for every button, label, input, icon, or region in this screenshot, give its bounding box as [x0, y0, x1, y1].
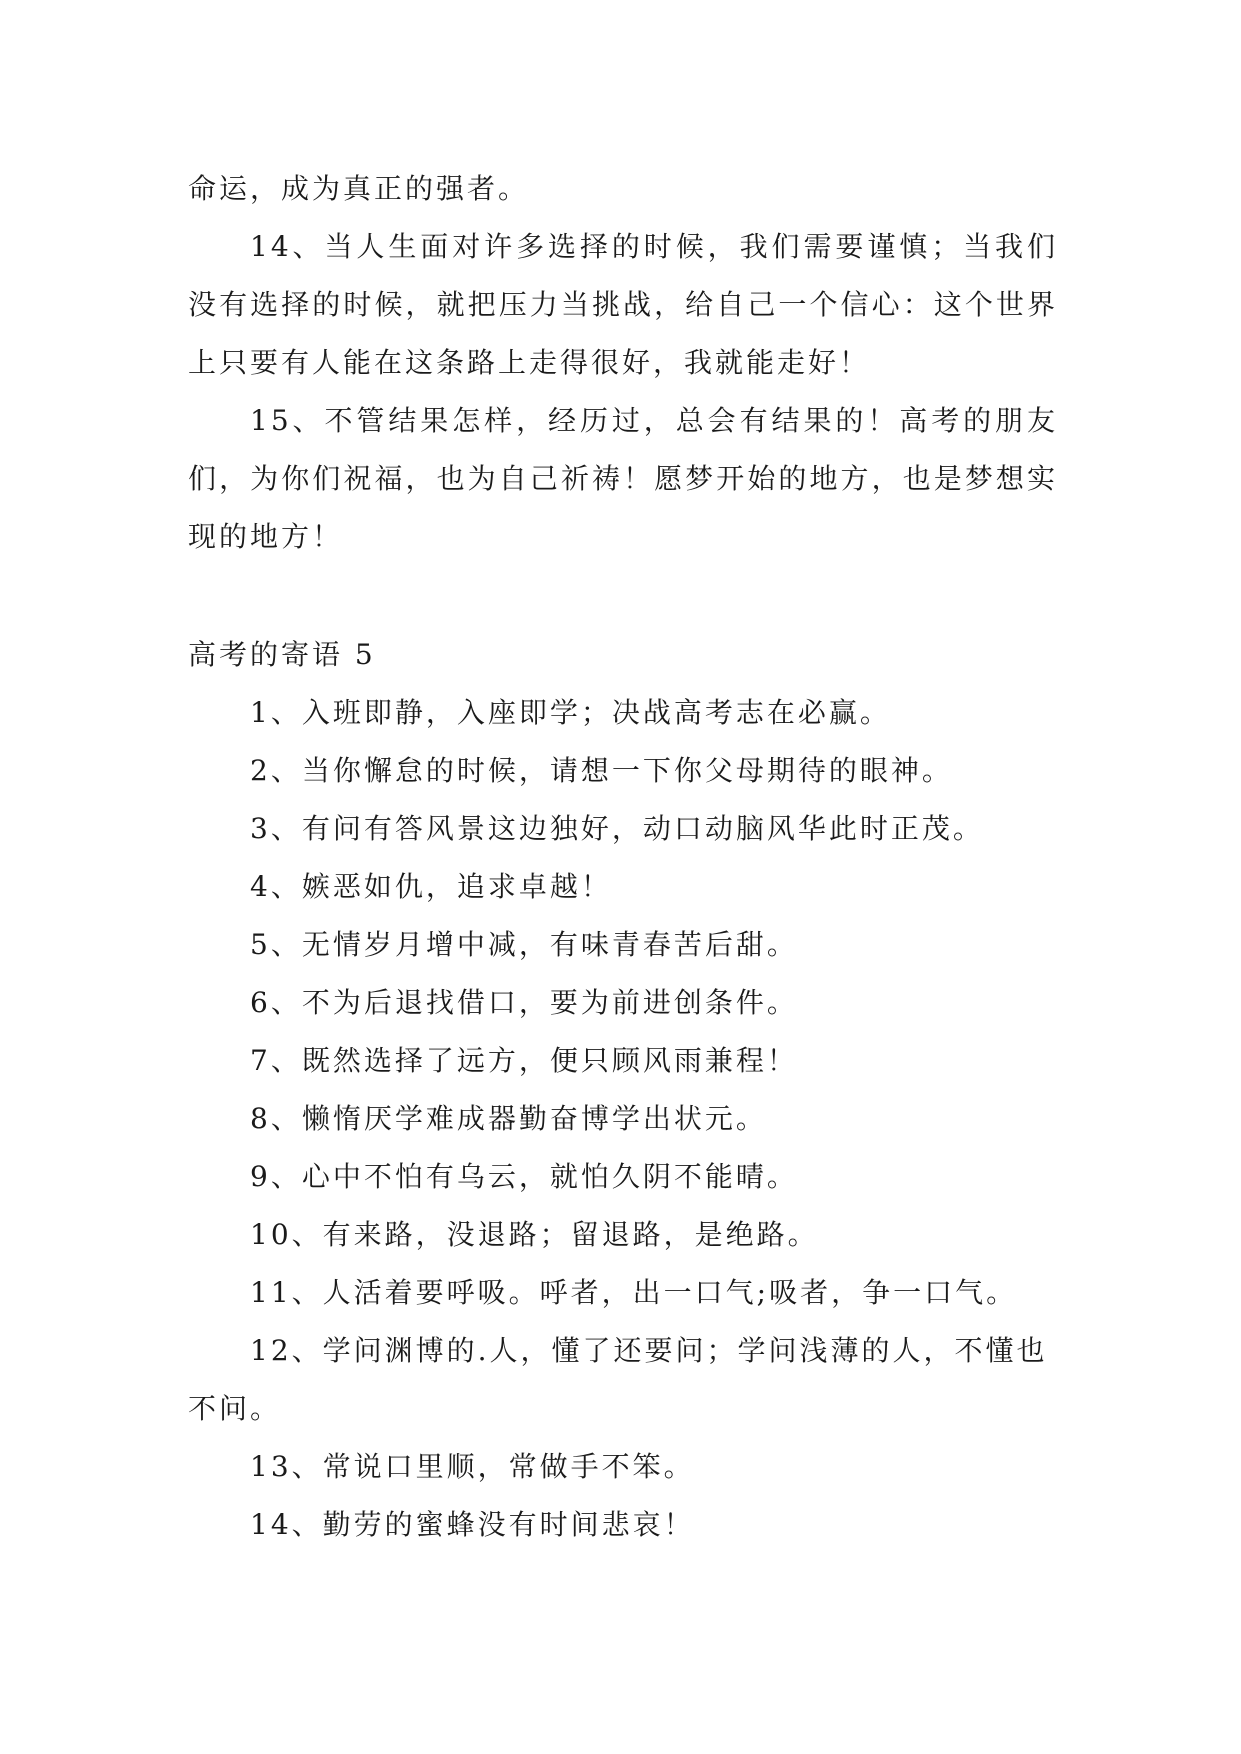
list-item-13: 13、常说口里顺，常做手不笨。	[250, 1450, 695, 1483]
list-item-10: 10、有来路，没退路；留退路，是绝路。	[250, 1218, 819, 1251]
section-title: 高考的寄语 5	[188, 638, 376, 671]
list-item-8: 8、懒惰厌学难成器勤奋博学出状元。	[250, 1102, 767, 1135]
list-item-9: 9、心中不怕有乌云，就怕久阴不能晴。	[250, 1160, 798, 1193]
document-body	[188, 160, 1058, 1554]
list-item-1: 1、入班即静，入座即学；决战高考志在必赢。	[250, 696, 891, 729]
paragraph-item-15: 15、不管结果怎样，经历过，总会有结果的！高考的朋友们，为你们祝福，也为自己祈祷！愿梦开始的地方，也是梦想实现的地方！	[188, 404, 1058, 553]
list-item-11: 11、人活着要呼吸。呼者，出一口气;吸者，争一口气。	[250, 1276, 1018, 1309]
list-item-7: 7、既然选择了远方，便只顾风雨兼程！	[250, 1044, 798, 1077]
list-item-3: 3、有问有答风景这边独好，动口动脑风华此时正茂。	[250, 812, 984, 845]
list-item-14: 14、勤劳的蜜蜂没有时间悲哀！	[250, 1508, 695, 1541]
list-item-5: 5、无情岁月增中减，有味青春苦后甜。	[250, 928, 798, 961]
list-item-4: 4、嫉恶如仇，追求卓越！	[250, 870, 612, 903]
list-item-6: 6、不为后退找借口，要为前进创条件。	[250, 986, 798, 1019]
list-item-12: 12、学问渊博的.人，懂了还要问；学问浅薄的人，不懂也不问。	[188, 1334, 1048, 1425]
paragraph-item-14: 14、当人生面对许多选择的时候，我们需要谨慎；当我们没有选择的时候，就把压力当挑战，给自己一个信心：这个世界上只要有人能在这条路上走得很好，我就能走好！	[188, 230, 1058, 379]
list-item-2: 2、当你懈怠的时候，请想一下你父母期待的眼神。	[250, 754, 953, 787]
continued-paragraph: 命运，成为真正的强者。	[188, 172, 530, 205]
